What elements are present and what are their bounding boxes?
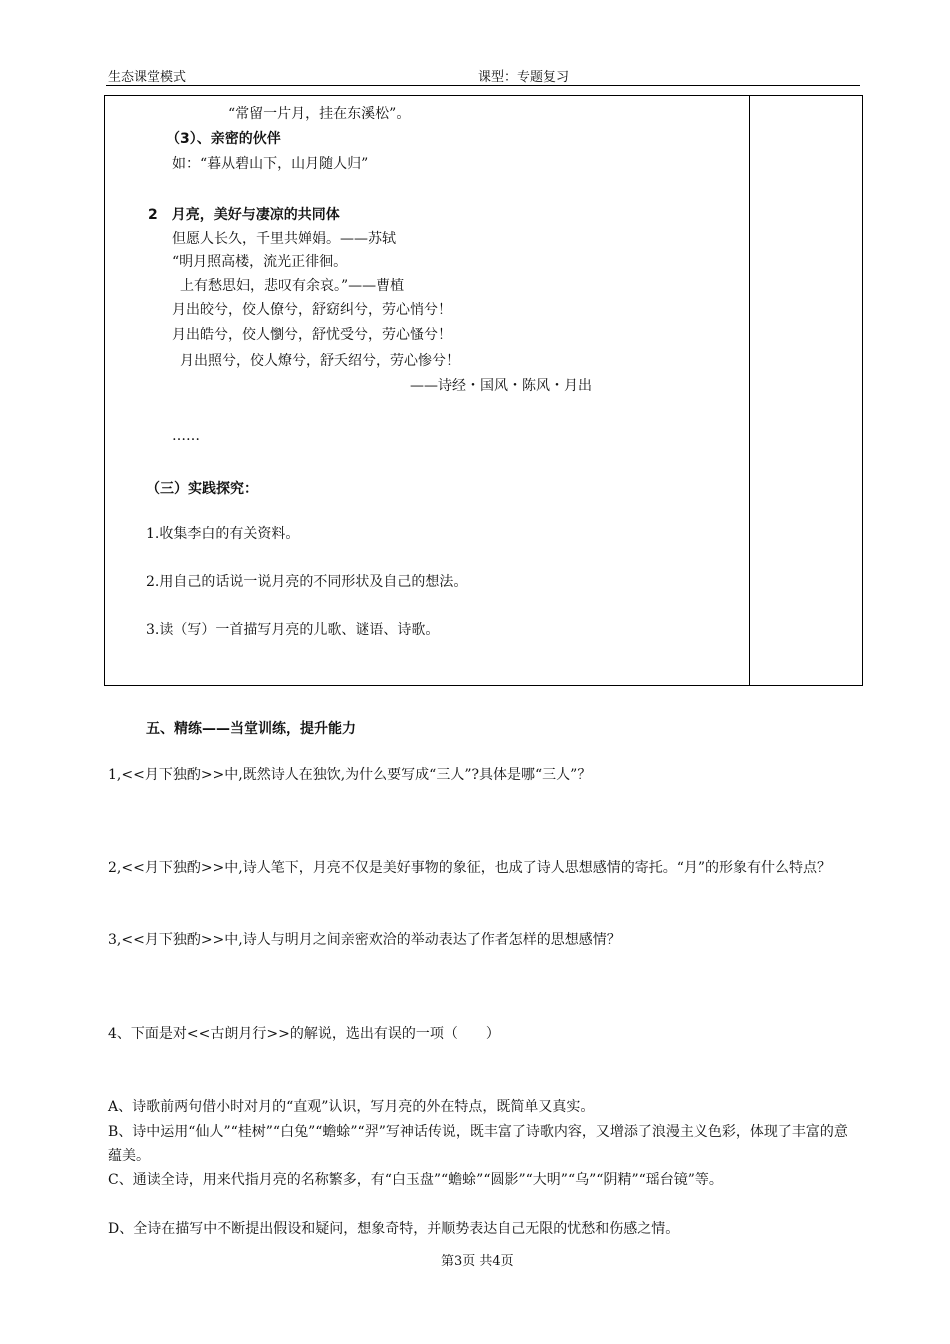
box-heading: 2 月亮，美好与凄凉的共同体 [148, 207, 340, 223]
section-title: 五、精练——当堂训练，提升能力 [146, 721, 356, 737]
box-citation: ——诗经・国风・陈风・月出 [410, 378, 592, 394]
question-1: 1,<<月下独酌>>中,既然诗人在独饮,为什么要写成“三人”?具体是哪“三人”？ [108, 767, 592, 783]
page-number: 第3页 共4页 [441, 1254, 514, 1269]
option-c: C、通读全诗，用来代指月亮的名称繁多，有“白玉盘”“蟾蜍”“圆影”“大明”“乌”“阴精”“瑶台镜”等。 [108, 1172, 723, 1188]
box-ellipsis: …… [172, 428, 200, 444]
box-subheading: （3）、亲密的伙伴 [166, 131, 281, 147]
question-4: 4、下面是对<<古朗月行>>的解说，选出有误的一项（ ） [108, 1026, 500, 1042]
practice-item: 3.读（写）一首描写月亮的儿歌、谜语、诗歌。 [146, 622, 440, 638]
option-b: B、诗中运用“仙人”“桂树”“白兔”“蟾蜍”“羿”写神话传说，既丰富了诗歌内容，又增添了浪漫主义色彩，体现了丰富的意蕴美。 [108, 1124, 848, 1164]
table-column-divider [749, 95, 750, 686]
practice-heading: （三）实践探究： [146, 481, 258, 497]
box-line: 月出皎兮，佼人僚兮，舒窈纠兮，劳心悄兮！ [172, 302, 452, 318]
box-line: 月出照兮，佼人燎兮，舒夭绍兮，劳心惨兮！ [180, 353, 460, 369]
box-line: 上有愁思妇，悲叹有余哀。”——曹植 [180, 278, 405, 294]
box-line: 但愿人长久，千里共婵娟。——苏轼 [172, 231, 396, 247]
question-3: 3,<<月下独酌>>中,诗人与明月之间亲密欢洽的举动表达了作者怎样的思想感情？ [108, 932, 621, 948]
box-line: “明月照高楼，流光正徘徊。 [172, 254, 348, 270]
practice-item: 1.收集李白的有关资料。 [146, 526, 300, 542]
box-line: 月出皓兮，佼人懰兮，舒忧受兮，劳心慅兮！ [172, 327, 452, 343]
question-2: 2,<<月下独酌>>中,诗人笔下，月亮不仅是美好事物的象征，也成了诗人思想感情的寄托。“月”的形象有什么特点？ [108, 860, 832, 876]
header-rule [106, 85, 860, 86]
header-left: 生态课堂模式 [108, 70, 187, 85]
practice-item: 2.用自己的话说一说月亮的不同形状及自己的想法。 [146, 574, 468, 590]
header-center: 课型：专题复习 [478, 70, 570, 85]
box-line: “常留一片月，挂在东溪松”。 [228, 106, 411, 122]
option-a: A、诗歌前两句借小时对月的“直观”认识，写月亮的外在特点，既简单又真实。 [108, 1099, 595, 1115]
option-d: D、全诗在描写中不断提出假设和疑问，想象奇特，并顺势表达自己无限的忧愁和伤感之情。 [108, 1221, 680, 1237]
box-line: 如：“暮从碧山下，山月随人归” [172, 156, 369, 172]
